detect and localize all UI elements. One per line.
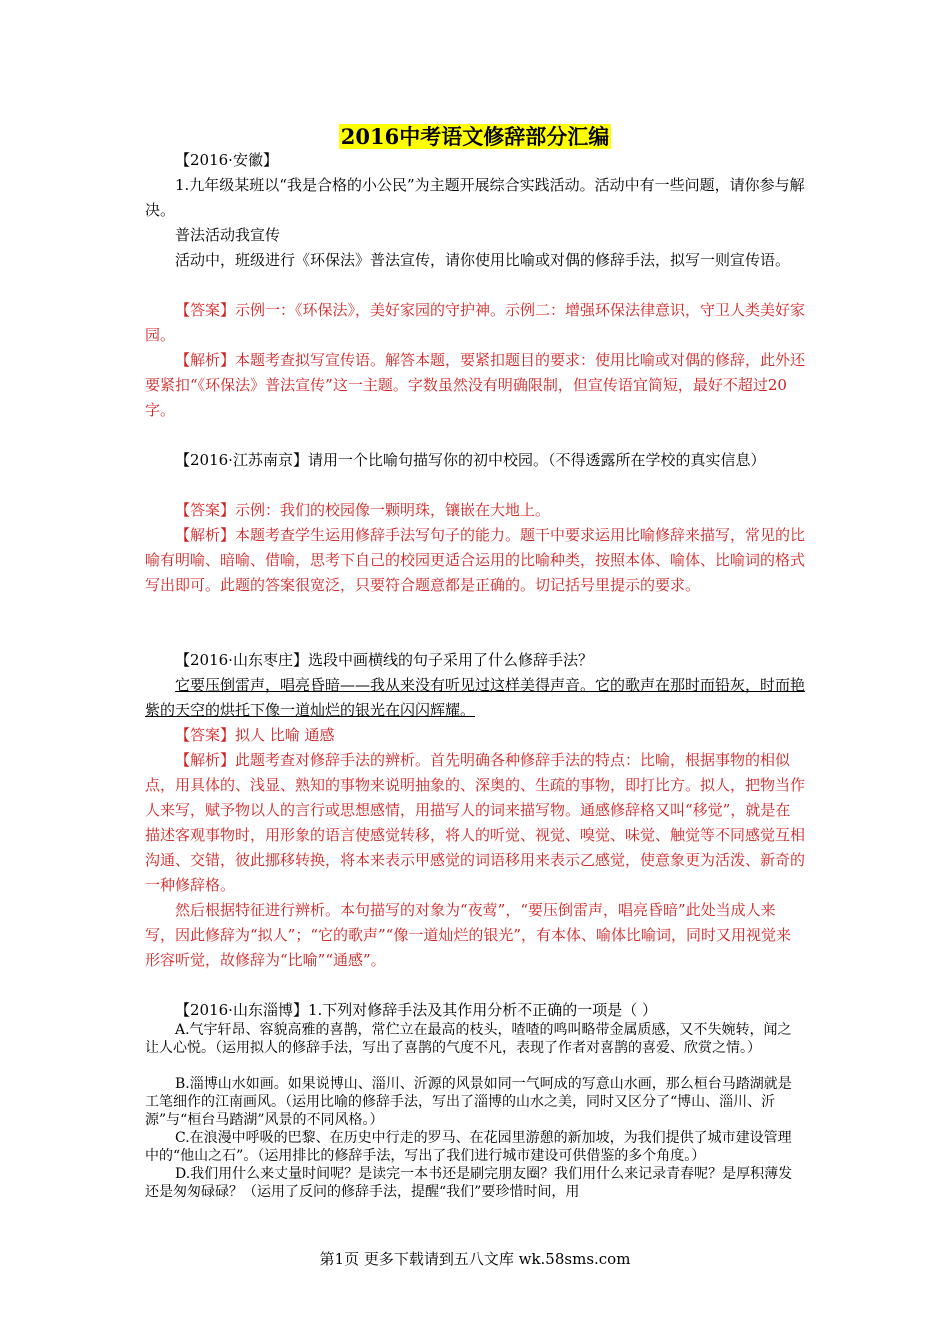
section-zaozhuang-analysis: 【解析】此题考查对修辞手法的辨析。首先明确各种修辞手法的特点：比喻，根据事物的相似点，用具体的、浅显、熟知的事物来说明抽象的、深奥的、生疏的事物，即打比方。拟人，把物当作人来写，赋予物以人的言行或思想感情，用描写人的词来描写物。通感修辞格又叫“移觉”，就是在描述客观事物时，用形象的语言使感觉转移，将人的听觉、视觉、嗅觉、味觉、触觉等不同感觉互相沟通、交错，彼此挪移转换，将本来表示甲感觉的词语移用来表示乙感觉，使意象更为活泼、新奇的一种修辞格。: [145, 751, 806, 894]
section-nanjing-question: 【2016·江苏南京】请用一个比喻句描写你的初中校园。（不得透露所在学校的真实信息）: [175, 451, 766, 469]
option-b: B.淄博山水如画。如果说博山、淄川、沂源的风景如同一气呵成的写意山水画，那么桓台马踏湖就是工笔细作的江南画风。（运用比喻的修辞手法，写出了淄博的山水之美，同时又区分了“博山、淄川、沂源”与“桓台马踏湖”风景的不同风格。）: [145, 1076, 792, 1128]
option-d: D.我们用什么来丈量时间呢？是读完一本书还是刷完朋友圈？我们用什么来记录青春呢？是厚积薄发还是匆匆碌碌？（运用了反问的修辞手法，提醒“我们”要珍惜时间，用: [145, 1166, 793, 1200]
section-nanjing-analysis: 【解析】本题考查学生运用修辞手法写句子的能力。题干中要求运用比喻修辞来描写，常见的比喻有明喻、暗喻、借喻，思考下自己的校园更适合运用的比喻种类，按照本体、喻体、比喻词的格式写出即可。此题的答案很宽泛，只要符合题意都是正确的。切记括号里提示的要求。: [145, 526, 806, 594]
section-zibo-question: 【2016·山东淄博】1.下列对修辞手法及其作用分析不正确的一项是（ ）: [175, 1001, 658, 1019]
section-zaozhuang-analysis-2: 然后根据特征进行辨析。本句描写的对象为“夜莺”，“要压倒雷声，唱亮昏暗”此处当成人来写，因此修辞为“拟人”；“它的歌声”“像一道灿烂的银光”，有本体、喻体比喻词，同时又用视觉来形容听觉，故修辞为“比喻”“通感”。: [145, 901, 792, 969]
page-footer: 第1页 更多下载请到五八文库 wk.58sms.com: [319, 1250, 631, 1268]
section-anhui-subtitle: 普法活动我宣传: [175, 226, 281, 244]
section-zaozhuang-passage: 它要压倒雷声，唱亮昏暗——我从来没有听见过这样美得声音。它的歌声在那时而铅灰，时而艳紫的天空的烘托下像一道灿烂的银光在闪闪辉耀。: [145, 676, 806, 719]
section-anhui-task: 活动中，班级进行《环保法》普法宣传，请你使用比喻或对偶的修辞手法，拟写一则宣传语。: [175, 251, 791, 269]
section-anhui-tag: 【2016·安徽】: [175, 151, 278, 169]
section-nanjing-answer: 【答案】示例：我们的校园像一颗明珠，镶嵌在大地上。: [175, 501, 551, 519]
section-zaozhuang-answer: 【答案】拟人 比喻 通感: [175, 726, 335, 744]
option-a: A.气宇轩昂、容貌高雅的喜鹊，常伫立在最高的枝头，喳喳的鸣叫略带金属质感，又不失婉转，闻之让人心悦。（运用拟人的修辞手法，写出了喜鹊的气度不凡，表现了作者对喜鹊的喜爱、欣赏之情。）: [145, 1022, 792, 1056]
section-anhui-answer: 【答案】示例一：《环保法》，美好家园的守护神。示例二：增强环保法律意识，守卫人类美好家园。: [145, 301, 806, 344]
option-c: C.在浪漫中呼吸的巴黎、在历史中行走的罗马、在花园里游憩的新加坡，为我们提供了城市建设管理中的“他山之石”。（运用排比的修辞手法，写出了我们进行城市建设可供借鉴的多个角度。）: [145, 1130, 792, 1164]
section-anhui-question: 1.九年级某班以“我是合格的小公民”为主题开展综合实践活动。活动中有一些问题，请你参与解决。: [145, 176, 805, 219]
title-highlight: 2016中考语文修辞部分汇编: [340, 124, 610, 149]
section-anhui-analysis: 【解析】本题考查拟写宣传语。解答本题，要紧扣题目的要求：使用比喻或对偶的修辞，此外还要紧扣“《环保法》普法宣传”这一主题。字数虽然没有明确限制，但宣传语宜简短，最好不超过20字。: [145, 351, 806, 419]
section-zaozhuang-question: 【2016·山东枣庄】选段中画横线的句子采用了什么修辞手法？: [175, 651, 593, 669]
